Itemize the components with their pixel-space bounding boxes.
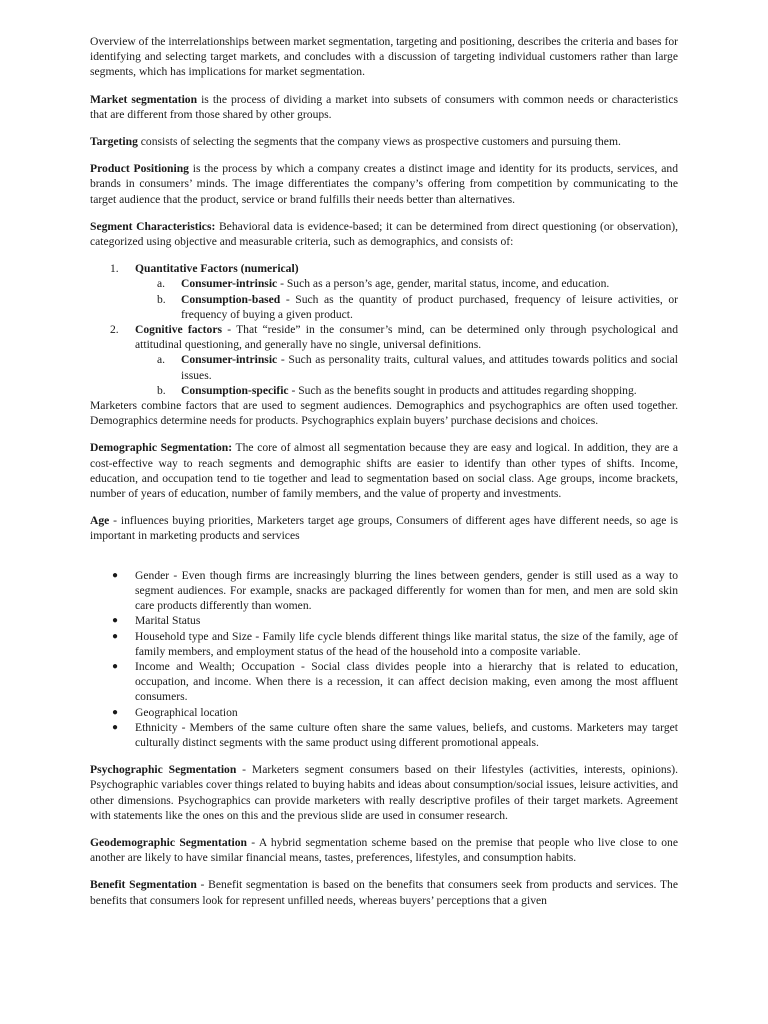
- benefit-segmentation-paragraph: Benefit Segmentation - Benefit segmentation is based on the benefits that consumers seek from products and services. The benefits that consumers look for represent unfilled needs, whereas buyers’ perceptions that a given: [90, 878, 678, 907]
- demographic-bullets: [90, 568, 678, 750]
- sub-list: [135, 276, 678, 322]
- sub-list: [135, 352, 678, 398]
- factors-list: [90, 261, 678, 398]
- bullet-icon: ●: [112, 660, 119, 672]
- list-item: b. Consumption-based - Such as the quantity of product purchased, frequency of leisure activities, or frequency of buying a given product.: [157, 292, 678, 321]
- list-item: a. Consumer-intrinsic - Such as a person’s age, gender, marital status, income, and education.: [157, 277, 610, 291]
- market-segmentation-term: Market segmentation: [90, 92, 198, 106]
- list-item: b. Consumption-specific - Such as the benefits sought in products and attitudes regarding shopping.: [157, 383, 637, 397]
- list-item: ● Gender - Even though firms are increasingly blurring the lines between genders, gender is still used as a way to segment audiences. For example, snacks are packaged differently for women than for men, and men are sold skin care products differently than women.: [112, 568, 678, 613]
- segment-characteristics-term: Segment Characteristics:: [90, 219, 216, 233]
- age-term: Age: [90, 514, 110, 528]
- list-item: ● Geographical location: [112, 705, 238, 719]
- list-item: ● Ethnicity - Members of the same culture often share the same values, beliefs, and customs. Marketers may target culturally distinct segments with the same product using different promotional appeals.: [112, 720, 678, 749]
- geodemographic-segmentation-term: Geodemographic Segmentation: [90, 835, 247, 849]
- geodemographic-segmentation-paragraph: Geodemographic Segmentation - A hybrid segmentation scheme based on the premise that people who live close to one another are likely to have similar financial means, tastes, preferences, lifestyles, and consumption habits.: [90, 835, 678, 865]
- list-item: ● Household type and Size - Family life cycle blends different things like marital status, the size of the family, age of family members, and employment status of the head of the household into a composite variable.: [112, 629, 678, 658]
- demographic-segmentation-term: Demographic Segmentation:: [90, 441, 233, 455]
- bullet-icon: ●: [112, 630, 119, 642]
- list-item: a. Consumer-intrinsic - Such as personality traits, cultural values, and attitudes towards politics and social issues.: [157, 353, 678, 382]
- list-item: ● Marital Status: [112, 614, 201, 628]
- product-positioning-paragraph: Product Positioning is the process by which a company creates a distinct image and identity for its products, services, and brands in consumers’ minds. The image differentiates the company’s offering from competition by communicating to the target audience that the product, service or brand fulfills their needs better than alternatives.: [90, 162, 678, 206]
- bullet-icon: ●: [112, 569, 119, 581]
- list-item: 2. Cognitive factors - That “reside” in the consumer’s mind, can be determined only through psychological and attitudinal questioning, and generally have no single, universal definitions. a. Consumer-intrinsic - Such as personality traits, cultural values, and attitudes towards politics and social issues. b. Consumption-specific - Such as the benefits sought in products and attitudes regarding shopping.: [110, 323, 678, 397]
- overview-paragraph: Overview of the interrelationships between market segmentation, targeting and positioning, describes the criteria and bases for identifying and selecting target markets, and concludes with a discussion of targeting individual customers rather than large segments, which has implications for market segmentation.: [90, 35, 678, 79]
- spacer: [90, 556, 678, 568]
- bullet-icon: ●: [112, 706, 119, 718]
- bullet-icon: ●: [112, 721, 119, 733]
- demographic-segmentation-paragraph: Demographic Segmentation: The core of almost all segmentation because they are easy and logical. In addition, they are a cost-effective way to reach segments and demographic shifts are easier to identify than other types of shifts. Income, education, and occupation tend to tie together and lead to segmentation based on social class. Age groups, income brackets, number of years of education, number of family members, and the value of property and investments.: [90, 441, 678, 501]
- list-item: ● Income and Wealth; Occupation - Social class divides people into a hierarchy that is related to education, occupation, and income. When there is a recession, it can affect decision making, even among the most affluent consumers.: [112, 659, 678, 704]
- bullet-icon: ●: [112, 615, 119, 627]
- targeting-paragraph: Targeting consists of selecting the segments that the company views as prospective customers and pursuing them.: [90, 135, 621, 149]
- segment-characteristics-paragraph: Segment Characteristics: Behavioral data is evidence-based; it can be determined from direct questioning (or observation), categorized using objective and measurable criteria, such as demographics, and consists of:: [90, 219, 678, 249]
- market-segmentation-paragraph: Market segmentation is the process of dividing a market into subsets of consumers with common needs or characteristics that are different from those shared by other groups.: [90, 92, 679, 121]
- benefit-segmentation-term: Benefit Segmentation: [90, 878, 197, 892]
- psychographic-segmentation-term: Psychographic Segmentation: [90, 763, 237, 777]
- combine-factors-paragraph: Marketers combine factors that are used to segment audiences. Demographics and psychographics are often used together. Demographics determine needs for products. Psychographics explain buyers’ purchase decisions and choices.: [90, 399, 678, 428]
- product-positioning-term: Product Positioning: [90, 162, 189, 176]
- targeting-term: Targeting: [90, 135, 138, 149]
- age-paragraph: Age - influences buying priorities, Marketers target age groups, Consumers of different ages have different needs, so age is important in marketing products and services: [90, 514, 678, 543]
- psychographic-segmentation-paragraph: Psychographic Segmentation - Marketers segment consumers based on their lifestyles (activities, interests, opinions). Psychographic variables cover things related to buying habits and ideas about consumption/social issues, leisure activities, and other dimensions. Psychographics can provide marketers with really descriptive profiles of their target markets. Agreement with statements like the ones on this and the previous slide are used in consumer research.: [90, 763, 678, 822]
- list-item: 1. Quantitative Factors (numerical) a. Consumer-intrinsic - Such as a person’s age, gender, marital status, income, and education. b. Consumption-based - Such as the quantity of product purchased, frequency of leisure activities, or frequency of buying a given product.: [110, 262, 678, 321]
